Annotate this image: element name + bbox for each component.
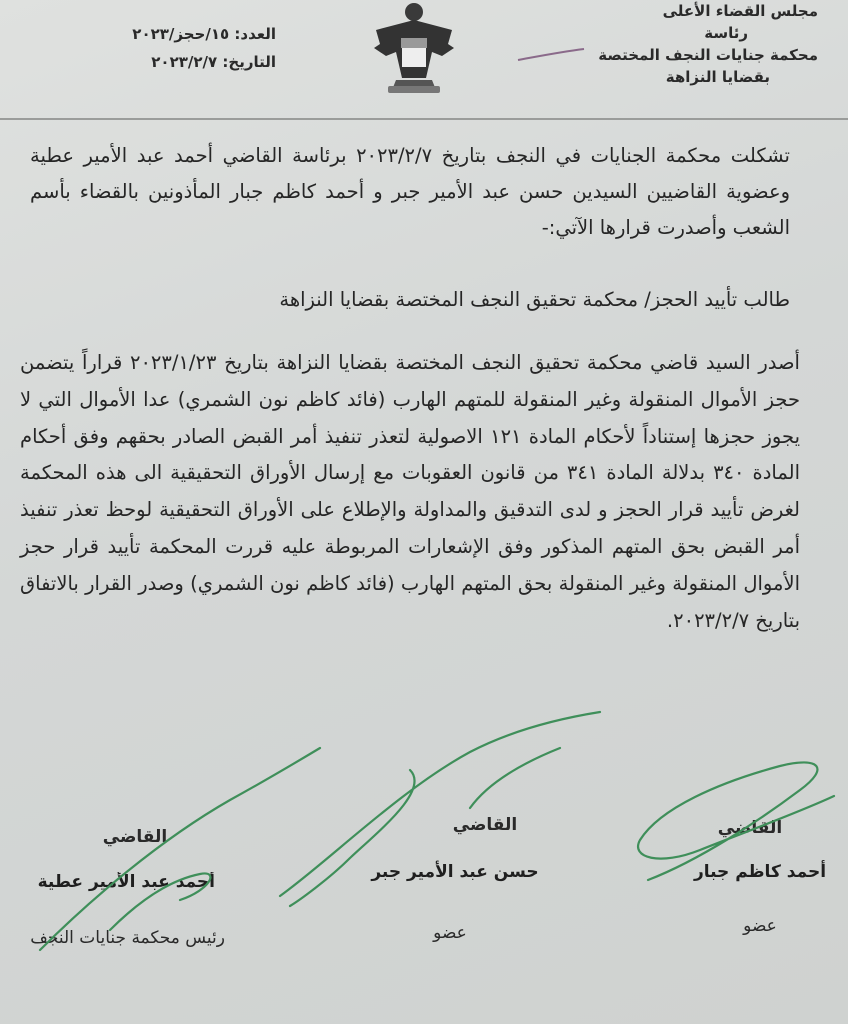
- signature-title-member-1: القاضي: [717, 818, 783, 838]
- signature-role-president: رئيس محكمة جنايات النجف: [30, 928, 225, 948]
- court-name: محكمة جنايات النجف المختصة: [598, 46, 818, 64]
- council-name: مجلس القضاء الأعلى: [662, 2, 818, 20]
- presidency-label: رئاسة: [704, 24, 748, 42]
- decision-paragraph: أصدر السيد قاضي محكمة تحقيق النجف المختصة بقضايا النزاهة بتاريخ ٢٠٢٣/١/٢٣ قراراً يتضمن حجز الأموال المنقولة وغير المنقولة للمتهم الهارب (فائد كاظم نون الشمري) عدا الأموال التي لا يجوز حجزها إستناداً لأحكام المادة ١٢١ الاصولية لتعذر تنفيذ أمر القبض الصادر بحقهم وفق أحكام المادة ٣٤٠ بدلالة المادة ٣٤١ من قانون العقوبات مع إرسال الأوراق التحقيقية الى هذه المحكمة لغرض تأييد قرار الحجز و لدى التدقيق والمداولة والإطلاع على الأوراق التحقيقية لوحظ تعذر تنفيذ أمر القبض بحق المتهم المذكور وفق الإشعارات المربوطة عليه قررت المحكمة تأييد قرار حجز الأموال المنقولة وغير المنقولة بحق المتهم الهارب (فائد كاظم نون الشمري) وصدر القرار بالاتفاق بتاريخ ٢٠٢٣/٢/٧.: [20, 351, 800, 632]
- date-label: التاريخ:: [222, 53, 276, 71]
- signature-scribble-member-2: [280, 712, 600, 906]
- court-subtitle: بقضايا النزاهة: [665, 68, 770, 86]
- signature-scribble-member-1: [638, 762, 834, 880]
- signature-scribble-president: [40, 748, 320, 950]
- number-value: ١٥/حجز/٢٠٢٣: [132, 25, 230, 43]
- signature-name-president: أحمد عبد الأمير عطية: [37, 872, 215, 892]
- number-label: العدد:: [234, 25, 276, 43]
- case-subject: طالب تأييد الحجز/ محكمة تحقيق النجف المختصة بقضايا النزاهة: [279, 288, 790, 311]
- signature-name-member-1: أحمد كاظم جبار: [693, 862, 827, 882]
- court-formation-paragraph: تشكلت محكمة الجنايات في النجف بتاريخ ٢٠٢٣/٢/٧ برئاسة القاضي أحمد عبد الأمير عطية وعضوية القاضيين السيدين حسن عبد الأمير جبر و أحمد كاظم جبار المأذونين بالقضاء بأسم الشعب وأصدرت قرارها الآتي:-: [30, 144, 790, 239]
- signature-title-member-2: القاضي: [452, 815, 518, 835]
- signature-name-member-2: حسن عبد الأمير جبر: [371, 862, 539, 882]
- signature-role-member-1: عضو: [743, 916, 777, 936]
- signature-role-member-2: عضو: [433, 923, 467, 943]
- date-value: ٢٠٢٣/٢/٧: [151, 53, 218, 71]
- signature-title-president: القاضي: [102, 827, 168, 847]
